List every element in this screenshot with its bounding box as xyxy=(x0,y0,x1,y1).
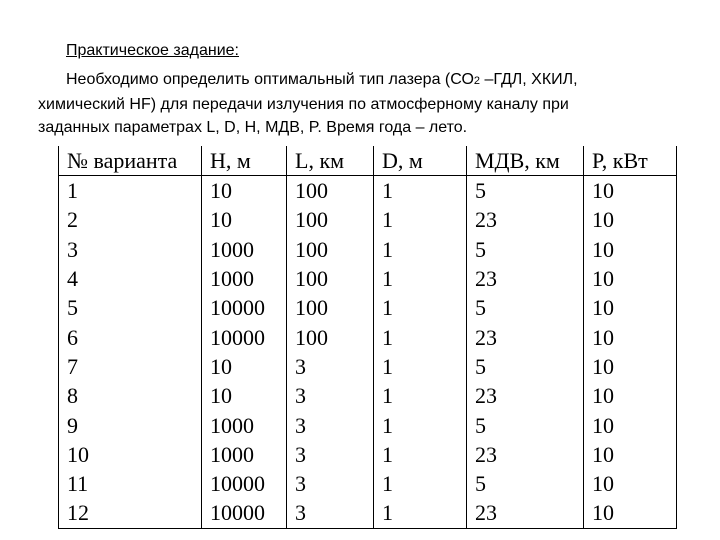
table-cell: 7 xyxy=(59,352,202,381)
table-cell: 10 xyxy=(584,440,677,469)
col-header-p: P, кВт xyxy=(584,146,677,176)
table-cell: 10000 xyxy=(202,498,287,528)
table-cell: 100 xyxy=(287,235,374,264)
table-cell: 100 xyxy=(287,322,374,351)
col-header-l: L, км xyxy=(287,146,374,176)
table-cell: 10 xyxy=(584,235,677,264)
table-row xyxy=(59,205,677,234)
table-cell: 23 xyxy=(467,498,584,528)
table-cell: 10 xyxy=(584,264,677,293)
text-segment: –ГДЛ, ХКИЛ, xyxy=(480,71,578,88)
table-cell: 3 xyxy=(287,352,374,381)
table-cell: 1 xyxy=(374,381,467,410)
table-cell: 23 xyxy=(467,205,584,234)
table-cell: 3 xyxy=(287,469,374,498)
col-header-d: D, м xyxy=(374,146,467,176)
table-cell: 1 xyxy=(374,352,467,381)
table-header-row xyxy=(59,146,677,176)
table-cell: 10000 xyxy=(202,322,287,351)
table-cell: 1000 xyxy=(202,235,287,264)
table-cell: 23 xyxy=(467,322,584,351)
table-cell: 1 xyxy=(374,205,467,234)
table-row xyxy=(59,322,677,351)
table-cell: 5 xyxy=(467,410,584,439)
table-cell: 10 xyxy=(584,498,677,528)
col-header-mdv: МДВ, км xyxy=(467,146,584,176)
table-cell: 10 xyxy=(202,352,287,381)
table-cell: 1000 xyxy=(202,264,287,293)
task-description-line-2: химический HF) для передачи излучения по атмосферному каналу при xyxy=(38,96,569,113)
table-cell: 5 xyxy=(467,293,584,322)
table-cell: 1 xyxy=(374,498,467,528)
table-cell: 1 xyxy=(374,293,467,322)
table-cell: 100 xyxy=(287,293,374,322)
table-cell: 1 xyxy=(374,176,467,206)
table-cell: 6 xyxy=(59,322,202,351)
table-cell: 5 xyxy=(467,352,584,381)
table-cell: 4 xyxy=(59,264,202,293)
task-description-line-3: заданных параметрах L, D, H, МДВ, P. Время года – лето. xyxy=(38,119,468,136)
table-cell: 100 xyxy=(287,205,374,234)
table-row xyxy=(59,440,677,469)
table-cell: 10 xyxy=(584,176,677,206)
table-cell: 100 xyxy=(287,264,374,293)
task-heading: Практическое задание: xyxy=(66,42,239,59)
table-cell: 5 xyxy=(467,235,584,264)
subscript-2: 2 xyxy=(473,75,481,87)
table-cell: 1000 xyxy=(202,440,287,469)
table-cell: 12 xyxy=(59,498,202,528)
table-cell: 23 xyxy=(467,264,584,293)
table-cell: 10 xyxy=(584,381,677,410)
table-row xyxy=(59,235,677,264)
table-cell: 10 xyxy=(584,205,677,234)
table-cell: 10000 xyxy=(202,293,287,322)
table-row xyxy=(59,410,677,439)
table-cell: 9 xyxy=(59,410,202,439)
table-row xyxy=(59,293,677,322)
table-cell: 10 xyxy=(59,440,202,469)
table-cell: 10 xyxy=(584,322,677,351)
table-cell: 3 xyxy=(287,498,374,528)
table-row xyxy=(59,381,677,410)
task-description-line-1 xyxy=(38,68,678,93)
table-cell: 3 xyxy=(287,410,374,439)
table-cell: 10 xyxy=(202,205,287,234)
table-cell: 10 xyxy=(584,352,677,381)
table-cell: 3 xyxy=(59,235,202,264)
table-row xyxy=(59,176,677,206)
table-cell: 100 xyxy=(287,176,374,206)
table-row xyxy=(59,469,677,498)
col-header-variant: № варианта xyxy=(59,146,202,176)
table-row xyxy=(59,498,677,528)
table-cell: 10 xyxy=(584,293,677,322)
table-cell: 23 xyxy=(467,440,584,469)
table-cell: 1 xyxy=(374,322,467,351)
table-row xyxy=(59,352,677,381)
task-description xyxy=(38,68,678,139)
table-cell: 10 xyxy=(584,410,677,439)
table-cell: 1000 xyxy=(202,410,287,439)
parameters-table xyxy=(58,146,677,529)
text-segment: Необходимо определить оптимальный тип лазера (СО xyxy=(66,71,474,88)
table-cell: 5 xyxy=(59,293,202,322)
table-cell: 10 xyxy=(202,176,287,206)
table-row xyxy=(59,264,677,293)
table-cell: 1 xyxy=(374,469,467,498)
col-header-h: H, м xyxy=(202,146,287,176)
table-cell: 2 xyxy=(59,205,202,234)
table-cell: 8 xyxy=(59,381,202,410)
table-cell: 1 xyxy=(374,264,467,293)
table-cell: 10 xyxy=(202,381,287,410)
table-cell: 1 xyxy=(374,440,467,469)
table-cell: 3 xyxy=(287,440,374,469)
table-body xyxy=(59,176,677,529)
table-cell: 5 xyxy=(467,176,584,206)
table-cell: 23 xyxy=(467,381,584,410)
table-cell: 1 xyxy=(374,410,467,439)
table-cell: 5 xyxy=(467,469,584,498)
table-cell: 1 xyxy=(59,176,202,206)
table-cell: 11 xyxy=(59,469,202,498)
table-cell: 3 xyxy=(287,381,374,410)
table-cell: 10000 xyxy=(202,469,287,498)
table-cell: 10 xyxy=(584,469,677,498)
table-cell: 1 xyxy=(374,235,467,264)
